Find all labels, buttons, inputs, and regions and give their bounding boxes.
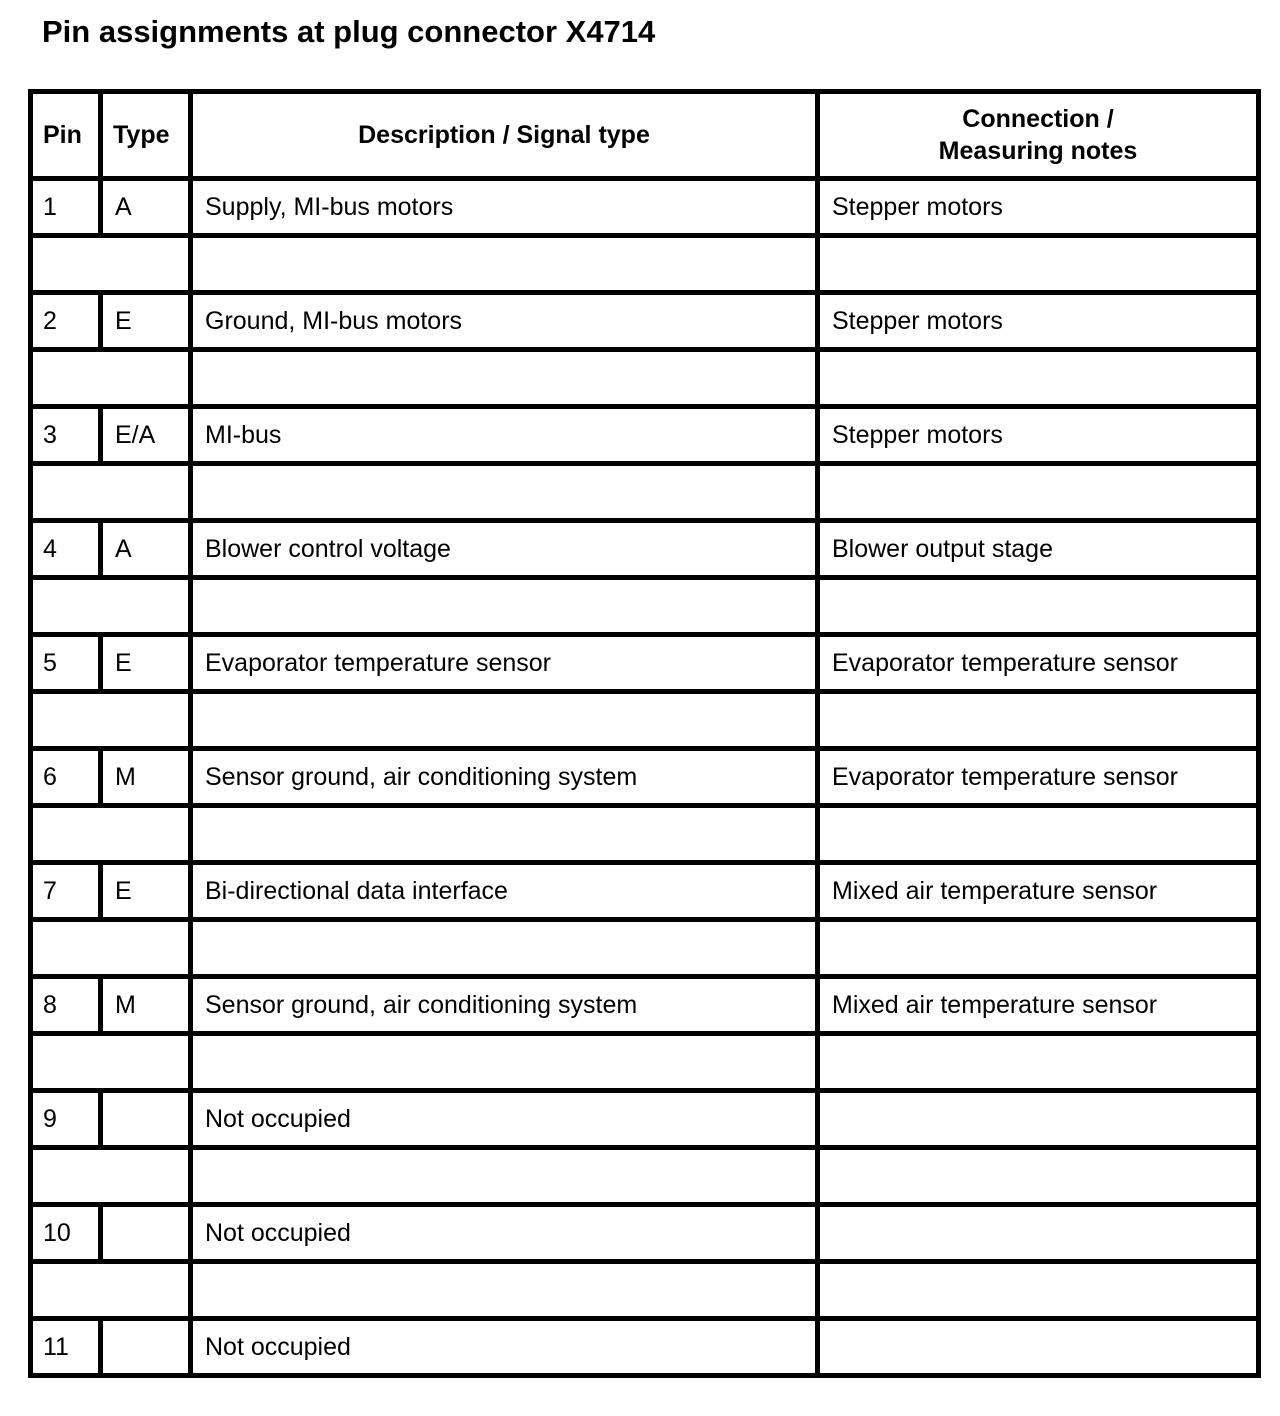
spacer-cell [818, 920, 1259, 977]
table-body [31, 179, 1259, 1376]
table-row [31, 179, 1259, 236]
pin-cell: 6 [31, 749, 101, 806]
spacer-cell [31, 1034, 191, 1091]
spacer-cell [818, 806, 1259, 863]
type-cell: E [101, 635, 191, 692]
spacer-cell [191, 1148, 818, 1205]
spacer-cell [31, 806, 191, 863]
notes-cell: Evaporator temperature sensor [818, 749, 1259, 806]
spacer-row [31, 1034, 1259, 1091]
description-cell: MI-bus [191, 407, 818, 464]
notes-cell: Evaporator temperature sensor [818, 635, 1259, 692]
table-row [31, 635, 1259, 692]
description-cell: Evaporator temperature sensor [191, 635, 818, 692]
table-row [31, 521, 1259, 578]
type-cell: M [101, 977, 191, 1034]
type-cell: E [101, 863, 191, 920]
spacer-row [31, 578, 1259, 635]
notes-cell: Stepper motors [818, 179, 1259, 236]
description-cell: Bi-directional data interface [191, 863, 818, 920]
notes-cell: Mixed air temperature sensor [818, 977, 1259, 1034]
table-row [31, 1205, 1259, 1262]
spacer-cell [191, 350, 818, 407]
pin-assignment-table [28, 89, 1261, 1378]
header-pin: Pin [31, 92, 101, 179]
table-row [31, 977, 1259, 1034]
pin-cell: 4 [31, 521, 101, 578]
spacer-cell [818, 350, 1259, 407]
description-cell: Blower control voltage [191, 521, 818, 578]
spacer-cell [818, 578, 1259, 635]
spacer-cell [191, 578, 818, 635]
notes-cell [818, 1091, 1259, 1148]
spacer-cell [191, 1262, 818, 1319]
table-row [31, 1319, 1259, 1376]
description-cell: Supply, MI-bus motors [191, 179, 818, 236]
spacer-cell [818, 1034, 1259, 1091]
header-notes [818, 92, 1259, 179]
spacer-cell [31, 920, 191, 977]
spacer-cell [31, 578, 191, 635]
spacer-cell [191, 236, 818, 293]
notes-cell: Stepper motors [818, 293, 1259, 350]
table-header [31, 92, 1259, 179]
spacer-cell [31, 1148, 191, 1205]
notes-cell: Blower output stage [818, 521, 1259, 578]
spacer-cell [31, 464, 191, 521]
page-title: Pin assignments at plug connector X4714 [42, 14, 656, 49]
spacer-cell [818, 464, 1259, 521]
header-notes-line2: Measuring notes [938, 137, 1138, 165]
notes-cell [818, 1205, 1259, 1262]
spacer-row [31, 464, 1259, 521]
notes-cell: Mixed air temperature sensor [818, 863, 1259, 920]
table-row [31, 293, 1259, 350]
pin-cell: 10 [31, 1205, 101, 1262]
spacer-row [31, 692, 1259, 749]
spacer-cell [191, 920, 818, 977]
type-cell: E [101, 293, 191, 350]
spacer-row [31, 920, 1259, 977]
pin-cell: 3 [31, 407, 101, 464]
table-row [31, 863, 1259, 920]
spacer-cell [818, 236, 1259, 293]
description-cell: Not occupied [191, 1205, 818, 1262]
spacer-cell [31, 692, 191, 749]
pin-cell: 1 [31, 179, 101, 236]
spacer-cell [191, 806, 818, 863]
spacer-cell [818, 1262, 1259, 1319]
type-cell: A [101, 179, 191, 236]
description-cell: Not occupied [191, 1319, 818, 1376]
description-cell: Not occupied [191, 1091, 818, 1148]
header-row [31, 92, 1259, 179]
header-description: Description / Signal type [191, 92, 818, 179]
spacer-cell [191, 464, 818, 521]
spacer-row [31, 350, 1259, 407]
type-cell: A [101, 521, 191, 578]
spacer-cell [818, 1148, 1259, 1205]
table-row [31, 749, 1259, 806]
type-cell: M [101, 749, 191, 806]
spacer-cell [191, 692, 818, 749]
spacer-row [31, 1262, 1259, 1319]
type-cell [101, 1319, 191, 1376]
table-row [31, 407, 1259, 464]
spacer-cell [31, 1262, 191, 1319]
type-cell: E/A [101, 407, 191, 464]
header-notes-line1: Connection / [962, 105, 1114, 133]
type-cell [101, 1091, 191, 1148]
pin-cell: 2 [31, 293, 101, 350]
spacer-cell [31, 236, 191, 293]
spacer-cell [818, 692, 1259, 749]
spacer-cell [191, 1034, 818, 1091]
spacer-row [31, 806, 1259, 863]
description-cell: Ground, MI-bus motors [191, 293, 818, 350]
pin-cell: 7 [31, 863, 101, 920]
notes-cell: Stepper motors [818, 407, 1259, 464]
table-row [31, 1091, 1259, 1148]
description-cell: Sensor ground, air conditioning system [191, 749, 818, 806]
pin-cell: 5 [31, 635, 101, 692]
spacer-row [31, 236, 1259, 293]
pin-cell: 8 [31, 977, 101, 1034]
notes-cell [818, 1319, 1259, 1376]
spacer-cell [31, 350, 191, 407]
header-type: Type [101, 92, 191, 179]
pin-cell: 9 [31, 1091, 101, 1148]
type-cell [101, 1205, 191, 1262]
pin-cell: 11 [31, 1319, 101, 1376]
description-cell: Sensor ground, air conditioning system [191, 977, 818, 1034]
spacer-row [31, 1148, 1259, 1205]
